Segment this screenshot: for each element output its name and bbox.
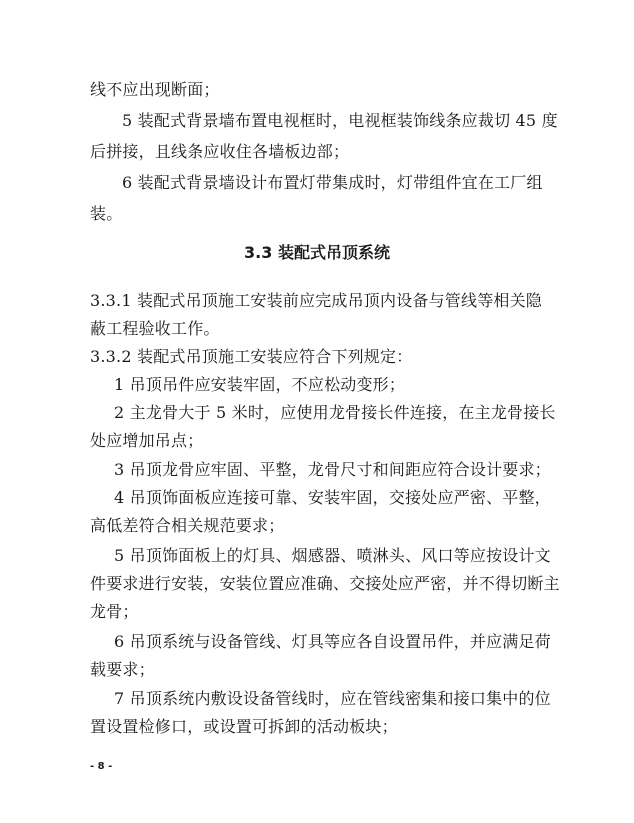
- rule-7-line-2: 置设置检修口，或设置可拆卸的活动板块；: [90, 717, 398, 736]
- clause-3-3-1-line-1: 3.3.1 装配式吊顶施工安装前应完成吊顶内设备与管线等相关隐: [90, 291, 542, 310]
- item-5-line-2: 后拼接，且线条应收住各墙板边部；: [90, 142, 350, 161]
- rule-7-line-1: 7 吊顶系统内敷设设备管线时，应在管线密集和接口集中的位: [114, 689, 551, 708]
- section-heading: 3.3 装配式吊顶系统: [244, 243, 390, 262]
- rule-2-line-1: 2 主龙骨大于 5 米时，应使用龙骨接长件连接，在主龙骨接长: [114, 403, 556, 422]
- rule-4-line-2: 高低差符合相关规范要求；: [90, 516, 285, 535]
- page-number: - 8 -: [90, 761, 113, 772]
- clause-3-3-2-line-1: 3.3.2 装配式吊顶施工安装应符合下列规定：: [90, 347, 413, 366]
- rule-6-line-2: 载要求；: [90, 660, 155, 679]
- rule-1-line-1: 1 吊顶吊件应安装牢固，不应松动变形；: [114, 375, 406, 394]
- rule-3-line-1: 3 吊顶龙骨应牢固、平整，龙骨尺寸和间距应符合设计要求；: [114, 460, 551, 479]
- rule-4-line-1: 4 吊顶饰面板应连接可靠、安装牢固，交接处应严密、平整，: [114, 488, 551, 507]
- item-6-line-1: 6 装配式背景墙设计布置灯带集成时，灯带组件宜在工厂组: [122, 173, 543, 192]
- rule-5-line-3: 龙骨；: [90, 602, 139, 621]
- item-6-line-2: 装。: [90, 204, 123, 223]
- rule-5-line-1: 5 吊顶饰面板上的灯具、烟感器、喷淋头、风口等应按设计文: [114, 546, 551, 565]
- continuation-line: 线不应出现断面；: [90, 80, 220, 99]
- clause-3-3-1-line-2: 蔽工程验收工作。: [90, 319, 220, 338]
- rule-6-line-1: 6 吊顶系统与设备管线、灯具等应各自设置吊件，并应满足荷: [114, 632, 551, 651]
- item-5-line-1: 5 装配式背景墙布置电视框时，电视框装饰线条应裁切 45 度: [122, 111, 558, 130]
- rule-5-line-2: 件要求进行安装，安装位置应准确、交接处应严密，并不得切断主: [90, 574, 560, 593]
- rule-2-line-2: 处应增加吊点；: [90, 431, 204, 450]
